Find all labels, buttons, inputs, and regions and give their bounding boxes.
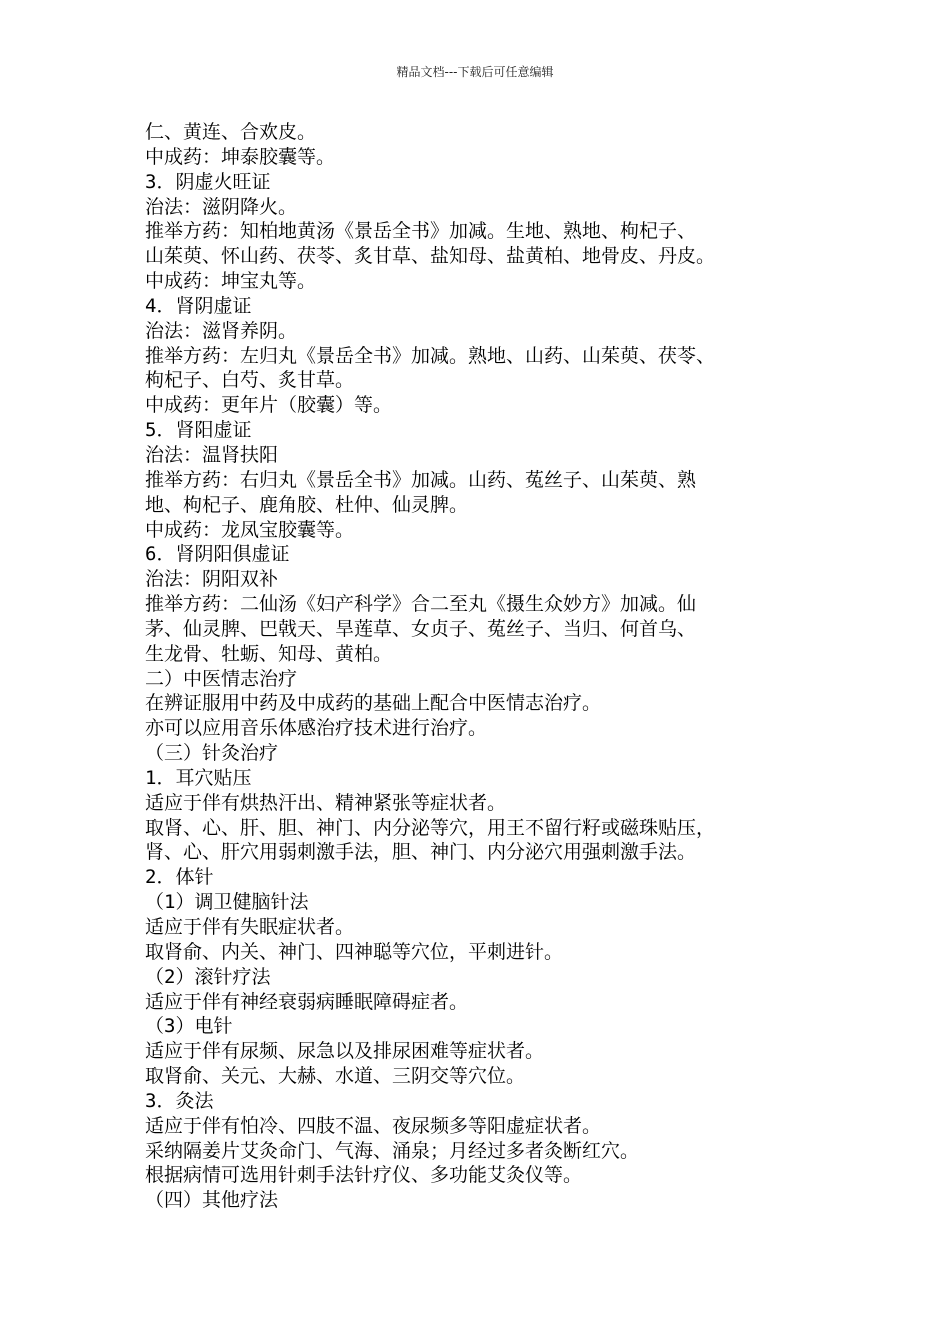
text-line: 根据病情可选用针刺手法针疗仪、多功能艾灸仪等。	[145, 1164, 583, 1187]
text-line: 地、枸杞子、鹿角胶、杜仲、仙灵脾。	[145, 493, 469, 516]
text-line: 适应于伴有尿频、尿急以及排尿困难等症状者。	[145, 1040, 545, 1063]
text-line: （2）滚针疗法	[145, 965, 271, 988]
text-line: 治法：滋阴降火。	[145, 195, 298, 218]
text-line: 适应于伴有失眠症状者。	[145, 916, 355, 938]
text-line: 在辨证服用中药及中成药的基础上配合中医情志治疗。	[145, 692, 602, 715]
text-line: 取肾俞、内关、神门、四神聪等穴位，平刺进针。	[145, 940, 564, 963]
text-line: 推举方药：右归丸《景岳全书》加减。山药、菟丝子、山茱萸、熟	[145, 468, 697, 491]
text-line: 取肾、心、肝、胆、神门、内分泌等穴，用王不留行籽或磁珠贴压，	[145, 816, 716, 839]
text-line: 中成药：龙凤宝胶囊等。	[145, 518, 355, 541]
text-line: 4．肾阴虚证	[145, 294, 252, 317]
text-line: 亦可以应用音乐体感治疗技术进行治疗。	[145, 717, 488, 740]
text-line: 治法：阴阳双补	[145, 568, 279, 591]
page-header: 精品文档---下载后可任意编辑	[396, 65, 554, 79]
text-line: （四）其他疗法	[145, 1189, 279, 1212]
text-line: 适应于伴有神经衰弱病睡眠障碍症者。	[145, 990, 469, 1013]
text-line: 枸杞子、白芍、炙甘草。	[145, 369, 355, 392]
text-line: 治法：温肾扶阳	[145, 443, 279, 466]
text-line: 推举方药：左归丸《景岳全书》加减。熟地、山药、山茱萸、茯苓、	[145, 344, 716, 367]
text-line: （三）针灸治疗	[145, 742, 279, 765]
text-line: 仁、黄连、合欢皮。	[145, 121, 317, 143]
text-line: 取肾俞、关元、大赫、水道、三阴交等穴位。	[145, 1065, 526, 1088]
text-line: 5．肾阳虚证	[145, 419, 252, 442]
text-line: 适应于伴有怕冷、四肢不温、夜尿频多等阳虚症状者。	[145, 1114, 602, 1137]
text-line: 6．肾阴阳俱虚证	[145, 543, 290, 566]
text-line: 3．阴虚火旺证	[145, 170, 271, 193]
text-line: 中成药：更年片（胶囊）等。	[145, 394, 393, 417]
text-line: 二）中医情志治疗	[145, 667, 298, 690]
text-line: 中成药：坤宝丸等。	[145, 270, 317, 293]
text-line: 山茱萸、怀山药、茯苓、炙甘草、盐知母、盐黄柏、地骨皮、丹皮。	[145, 245, 716, 268]
text-line: 1．耳穴贴压	[145, 766, 252, 789]
text-line: 生龙骨、牡蛎、知母、黄柏。	[145, 642, 393, 665]
text-line: 中成药：坤泰胶囊等。	[145, 145, 336, 168]
text-line: 推举方药：知柏地黄汤《景岳全书》加减。生地、熟地、枸杞子、	[145, 220, 697, 243]
text-line: 3．灸法	[145, 1089, 214, 1112]
text-line: 适应于伴有烘热汗出、精神紧张等症状者。	[145, 791, 507, 814]
text-line: 推举方药：二仙汤《妇产科学》合二至丸《摄生众妙方》加减。仙	[145, 593, 697, 616]
text-line: 采纳隔姜片艾灸命门、气海、涌泉；月经过多者灸断红穴。	[145, 1139, 640, 1162]
text-line: 茅、仙灵脾、巴戟天、旱莲草、女贞子、菟丝子、当归、何首乌、	[145, 617, 697, 640]
text-line: 治法：滋肾养阴。	[145, 319, 298, 342]
text-line: （1）调卫健脑针法	[145, 891, 309, 914]
text-line: （3）电针	[145, 1015, 233, 1038]
text-line: 肾、心、肝穴用弱刺激手法，胆、神门、内分泌穴用强刺激手法。	[145, 841, 697, 864]
text-line: 2．体针	[145, 866, 214, 889]
document-body	[145, 120, 835, 1213]
